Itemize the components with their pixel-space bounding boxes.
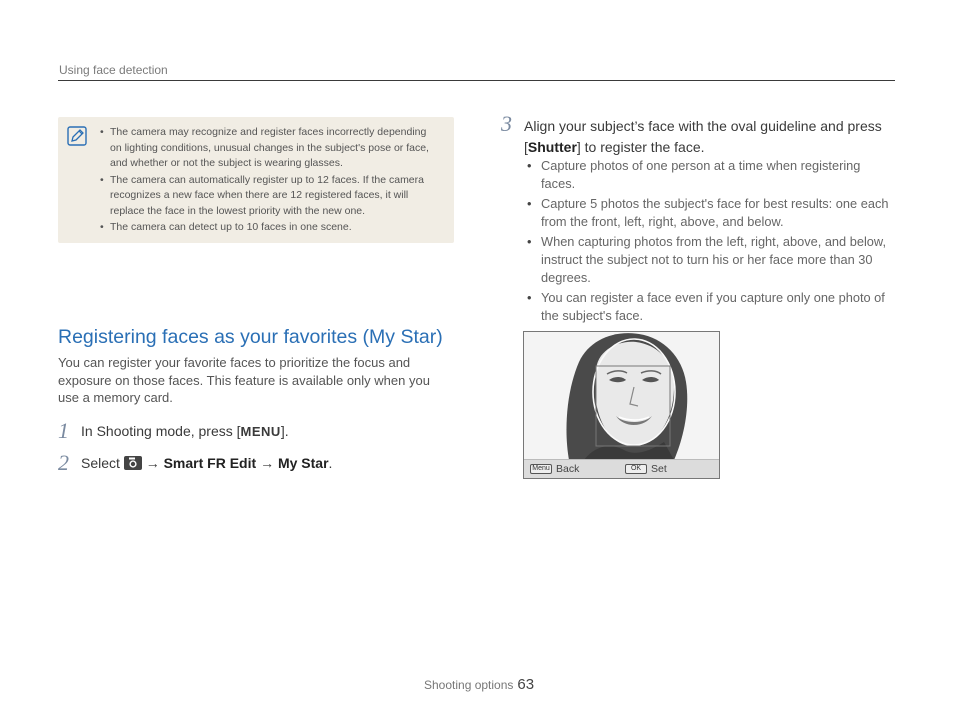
note-list: [100, 125, 440, 237]
camera-icon: [124, 456, 142, 470]
step-2-text: [81, 455, 332, 471]
step-1-number: 1: [58, 418, 69, 443]
menu-item-my-star: My Star: [277, 455, 329, 471]
note-item: • The camera can automatically register up to 12 faces. If the camera recognizes a new face when there are 12 registered faces, it will replace the face in the lowest priority with the new one.: [100, 173, 440, 220]
menu-key-label: MENU: [240, 424, 281, 439]
ok-key-icon: OK: [625, 464, 647, 474]
shutter-key-label: Shutter: [527, 139, 577, 155]
screen-bottom-bar: [524, 459, 719, 478]
list-item: • Capture photos of one person at a time when registering faces.: [524, 157, 896, 193]
note-item: • The camera may recognize and register faces incorrectly depending on lighting conditions, unusual changes in the subject's pose or face, and whether or not the subject is wearing glasses.: [100, 125, 440, 172]
note-pencil-icon: [67, 126, 87, 146]
note-item: • The camera can detect up to 10 faces in one scene.: [100, 220, 440, 236]
footer-section: Shooting options: [424, 678, 514, 692]
list-item: • You can register a face even if you capture only one photo of the subject's face.: [524, 289, 896, 325]
step-2-post: .: [328, 455, 333, 471]
arrow-2: →: [260, 455, 275, 471]
step-3-number: 3: [501, 111, 512, 136]
header-label: Using face detection: [59, 63, 168, 77]
section-title: Registering faces as your favorites (My Star): [58, 326, 443, 348]
header-rule: [58, 80, 895, 81]
camera-screen: [523, 331, 720, 479]
step-1-text: [81, 423, 289, 439]
face-illustration: [524, 332, 720, 460]
list-item: • When capturing photos from the left, right, above, and below, instruct the subject not to turn his or her face more than 30 degrees.: [524, 233, 896, 287]
step-3-post: ] to register the face.: [576, 139, 705, 155]
menu-key-icon: Menu: [530, 464, 552, 474]
arrow-1: →: [145, 455, 160, 471]
step-3-pre: Align your subject’s face with the oval guideline and press [: [524, 118, 882, 155]
list-item: • Capture 5 photos the subject's face for best results: one each from the front, left, right, above, and below.: [524, 195, 896, 231]
step-1-post: ].: [280, 423, 289, 439]
page-number: 63: [517, 676, 535, 693]
note-box: [58, 117, 454, 243]
section-intro: You can register your favorite faces to prioritize the focus and exposure on those faces. This feature is available only when you use a memory card.: [58, 355, 430, 405]
step-3-bullets: [524, 157, 896, 327]
step-2-pre: Select: [81, 455, 120, 471]
step-3-text: [524, 116, 894, 158]
set-label: Set: [651, 463, 667, 475]
back-label: Back: [556, 463, 580, 475]
page-footer: [424, 676, 534, 693]
step-1-pre: In Shooting mode, press [: [81, 423, 241, 439]
menu-item-smart-fr-edit: Smart FR Edit: [163, 455, 257, 471]
step-2-number: 2: [58, 450, 69, 475]
